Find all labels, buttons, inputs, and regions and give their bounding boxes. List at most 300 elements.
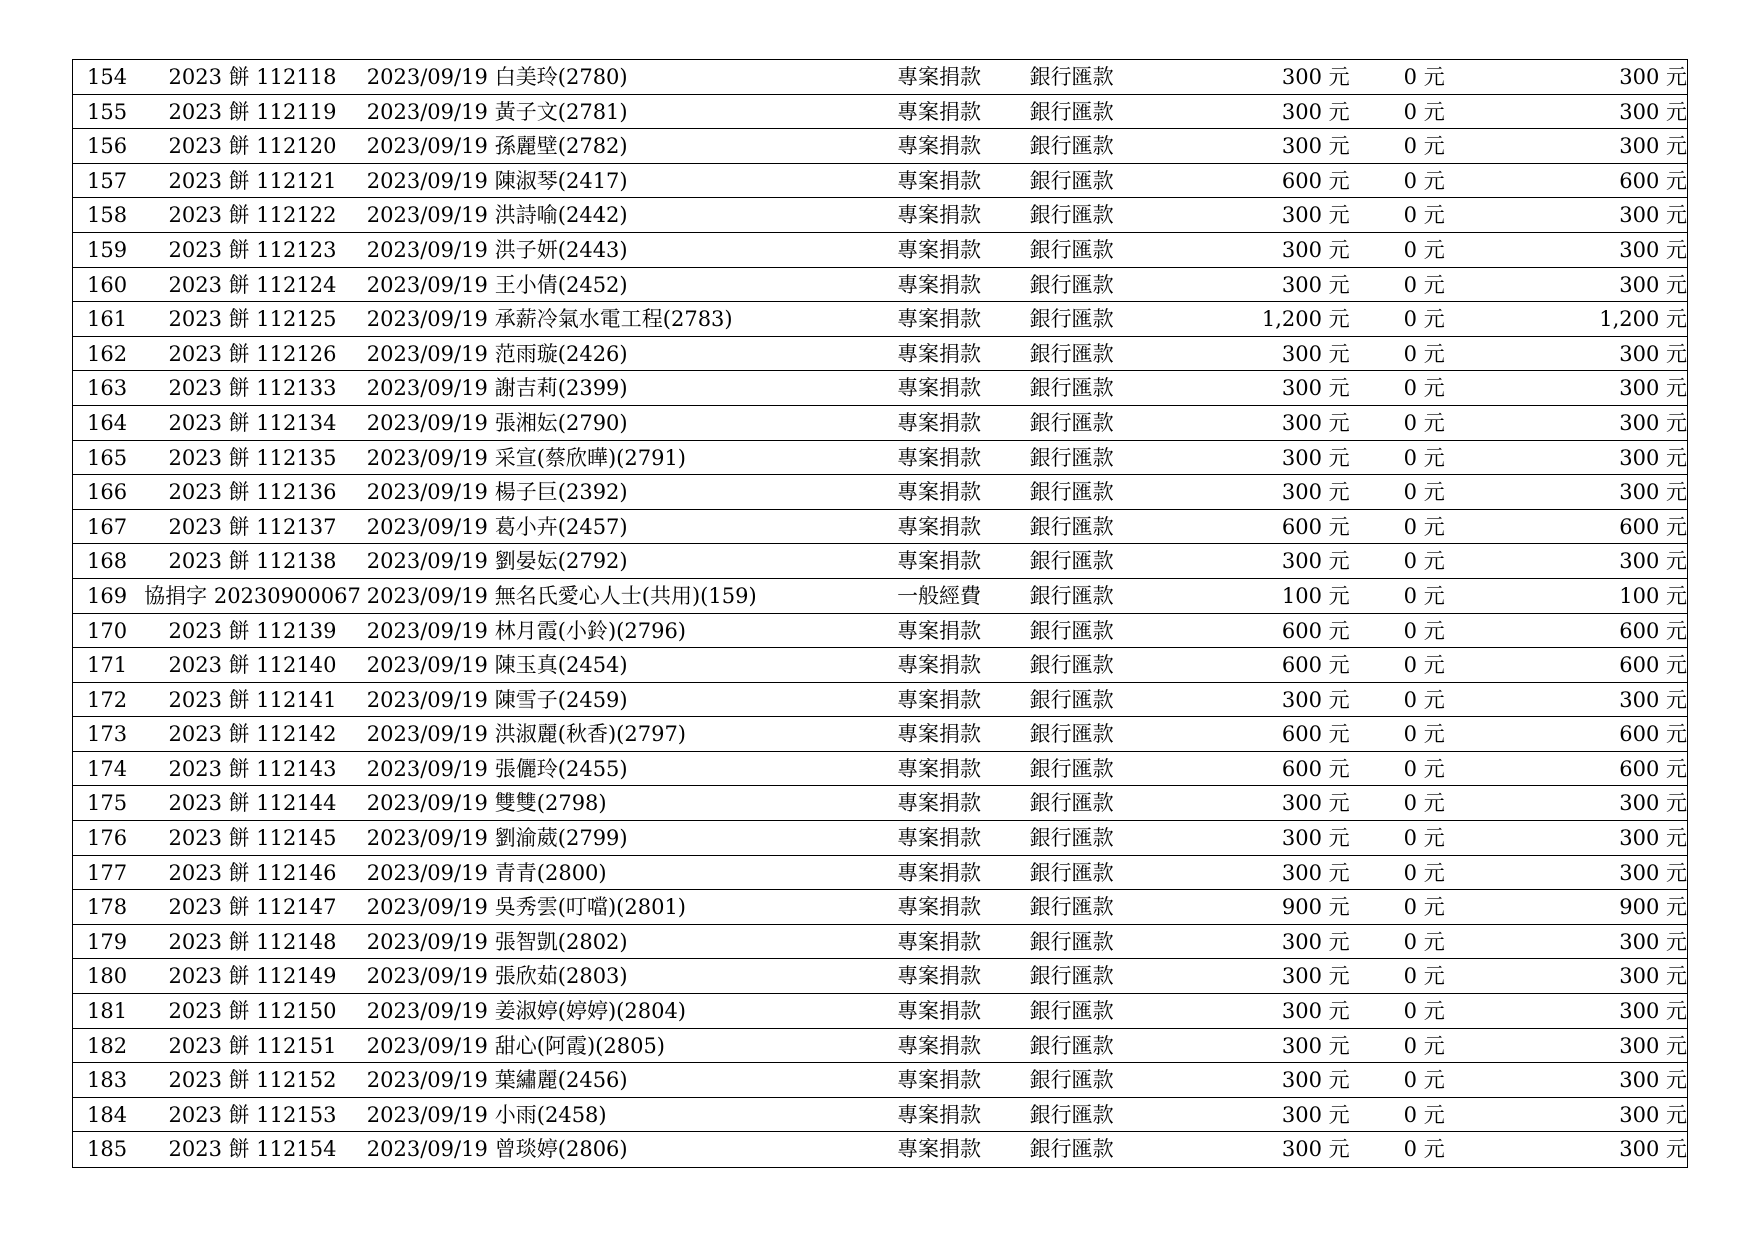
table-row (73, 890, 1687, 925)
donation-date-cell: 2023/09/19 (366, 410, 488, 435)
receipt-number-cell: 2023 餅 112149 (168, 964, 337, 989)
fee-cell: 0 元 (1403, 895, 1445, 920)
receipt-number-cell: 2023 餅 112121 (168, 168, 337, 193)
table-row (73, 1063, 1687, 1098)
donor-name-cell: 吳秀雲(叮噹)(2801) (494, 895, 686, 920)
fee-cell: 0 元 (1403, 929, 1445, 954)
fee-cell: 0 元 (1403, 1137, 1445, 1162)
net-amount-cell: 300 元 (1619, 1068, 1687, 1093)
receipt-number-cell: 2023 餅 112154 (168, 1137, 337, 1162)
net-amount-cell: 300 元 (1619, 99, 1687, 124)
table-row (73, 786, 1687, 821)
donation-type-cell: 專案捐款 (897, 999, 982, 1024)
table-row (73, 60, 1687, 95)
row-number-cell: 168 (87, 549, 128, 574)
row-number-cell: 156 (87, 134, 128, 159)
amount-cell: 300 元 (1281, 826, 1350, 851)
donor-name-cell: 林月霞(小鈴)(2796) (494, 618, 686, 643)
donation-type-cell: 專案捐款 (897, 860, 982, 885)
fee-cell: 0 元 (1403, 168, 1445, 193)
amount-cell: 300 元 (1281, 341, 1350, 366)
donor-name-cell: 葛小卉(2457) (494, 514, 628, 539)
donor-name-cell: 白美玲(2780) (494, 65, 628, 89)
amount-cell: 300 元 (1281, 791, 1350, 816)
table-row (73, 510, 1687, 545)
payment-method-cell: 銀行匯款 (1029, 860, 1114, 885)
fee-cell: 0 元 (1403, 826, 1445, 851)
fee-cell: 0 元 (1403, 237, 1445, 262)
receipt-number-cell: 2023 餅 112137 (168, 514, 337, 539)
donation-type-cell: 專案捐款 (897, 1033, 982, 1058)
net-amount-cell: 300 元 (1619, 65, 1687, 89)
fee-cell: 0 元 (1403, 687, 1445, 712)
fee-cell: 0 元 (1403, 65, 1445, 89)
donation-type-cell: 專案捐款 (897, 307, 982, 332)
table-row (73, 614, 1687, 649)
net-amount-cell: 600 元 (1619, 168, 1687, 193)
payment-method-cell: 銀行匯款 (1029, 65, 1114, 89)
net-amount-cell: 300 元 (1619, 1033, 1687, 1058)
amount-cell: 300 元 (1281, 480, 1350, 505)
donation-date-cell: 2023/09/19 (366, 1068, 488, 1093)
donor-name-cell: 楊子巨(2392) (494, 480, 628, 505)
net-amount-cell: 300 元 (1619, 964, 1687, 989)
payment-method-cell: 銀行匯款 (1029, 1068, 1114, 1093)
table-row (73, 856, 1687, 891)
donation-date-cell: 2023/09/19 (366, 168, 488, 193)
payment-method-cell: 銀行匯款 (1029, 826, 1114, 851)
table-row (73, 1132, 1687, 1167)
amount-cell: 600 元 (1281, 514, 1350, 539)
donation-type-cell: 專案捐款 (897, 480, 982, 505)
net-amount-cell: 300 元 (1619, 549, 1687, 574)
donor-name-cell: 孫麗壁(2782) (494, 134, 628, 159)
amount-cell: 300 元 (1281, 999, 1350, 1024)
payment-method-cell: 銀行匯款 (1029, 722, 1114, 747)
receipt-number-cell: 2023 餅 112120 (168, 134, 337, 159)
donation-type-cell: 專案捐款 (897, 687, 982, 712)
row-number-cell: 175 (87, 791, 128, 816)
donation-date-cell: 2023/09/19 (366, 618, 488, 643)
amount-cell: 100 元 (1281, 583, 1350, 608)
fee-cell: 0 元 (1403, 549, 1445, 574)
donor-name-cell: 甜心(阿霞)(2805) (494, 1033, 665, 1058)
donation-date-cell: 2023/09/19 (366, 929, 488, 954)
donation-type-cell: 專案捐款 (897, 341, 982, 366)
table-row (73, 198, 1687, 233)
payment-method-cell: 銀行匯款 (1029, 756, 1114, 781)
donation-date-cell: 2023/09/19 (366, 65, 488, 89)
receipt-number-cell: 2023 餅 112152 (168, 1068, 337, 1093)
table-row (73, 441, 1687, 476)
payment-method-cell: 銀行匯款 (1029, 134, 1114, 159)
donor-name-cell: 謝吉莉(2399) (494, 376, 628, 401)
donation-type-cell: 專案捐款 (897, 1102, 982, 1127)
payment-method-cell: 銀行匯款 (1029, 514, 1114, 539)
donation-table (72, 59, 1688, 1168)
fee-cell: 0 元 (1403, 203, 1445, 228)
donor-name-cell: 劉晏妘(2792) (494, 549, 628, 574)
donation-type-cell: 專案捐款 (897, 653, 982, 678)
fee-cell: 0 元 (1403, 480, 1445, 505)
table-row (73, 959, 1687, 994)
amount-cell: 300 元 (1281, 65, 1350, 89)
table-row (73, 579, 1687, 614)
row-number-cell: 182 (87, 1033, 128, 1058)
donor-name-cell: 陳玉真(2454) (494, 653, 628, 678)
table-row (73, 648, 1687, 683)
donation-date-cell: 2023/09/19 (366, 860, 488, 885)
net-amount-cell: 300 元 (1619, 826, 1687, 851)
payment-method-cell: 銀行匯款 (1029, 168, 1114, 193)
table-row (73, 752, 1687, 787)
donation-date-cell: 2023/09/19 (366, 1102, 488, 1127)
donor-name-cell: 張湘妘(2790) (494, 410, 628, 435)
receipt-number-cell: 2023 餅 112143 (168, 756, 337, 781)
donation-date-cell: 2023/09/19 (366, 307, 488, 332)
donor-name-cell: 曾琰婷(2806) (494, 1137, 628, 1162)
net-amount-cell: 100 元 (1619, 583, 1687, 608)
amount-cell: 600 元 (1281, 168, 1350, 193)
amount-cell: 300 元 (1281, 376, 1350, 401)
donation-date-cell: 2023/09/19 (366, 341, 488, 366)
amount-cell: 300 元 (1281, 549, 1350, 574)
net-amount-cell: 300 元 (1619, 134, 1687, 159)
receipt-number-cell: 2023 餅 112123 (168, 237, 337, 262)
net-amount-cell: 300 元 (1619, 480, 1687, 505)
amount-cell: 600 元 (1281, 756, 1350, 781)
donor-name-cell: 無名氏愛心人士(共用)(159) (494, 583, 757, 608)
donor-name-cell: 張儷玲(2455) (494, 756, 628, 781)
row-number-cell: 155 (87, 99, 128, 124)
donation-type-cell: 專案捐款 (897, 65, 982, 89)
table-row (73, 994, 1687, 1029)
table-row (73, 544, 1687, 579)
row-number-cell: 184 (87, 1102, 128, 1127)
donation-type-cell: 專案捐款 (897, 895, 982, 920)
receipt-number-cell: 2023 餅 112134 (168, 410, 337, 435)
receipt-number-cell: 2023 餅 112145 (168, 826, 337, 851)
payment-method-cell: 銀行匯款 (1029, 999, 1114, 1024)
receipt-number-cell: 2023 餅 112133 (168, 376, 337, 401)
row-number-cell: 172 (87, 687, 128, 712)
donor-name-cell: 小雨(2458) (494, 1102, 607, 1127)
amount-cell: 300 元 (1281, 445, 1350, 470)
payment-method-cell: 銀行匯款 (1029, 237, 1114, 262)
donation-date-cell: 2023/09/19 (366, 826, 488, 851)
row-number-cell: 173 (87, 722, 128, 747)
donation-date-cell: 2023/09/19 (366, 203, 488, 228)
amount-cell: 600 元 (1281, 722, 1350, 747)
fee-cell: 0 元 (1403, 964, 1445, 989)
row-number-cell: 164 (87, 410, 128, 435)
donation-date-cell: 2023/09/19 (366, 964, 488, 989)
net-amount-cell: 300 元 (1619, 1137, 1687, 1162)
row-number-cell: 169 (87, 583, 128, 608)
donation-type-cell: 專案捐款 (897, 134, 982, 159)
table-row (73, 164, 1687, 199)
table-row (73, 371, 1687, 406)
row-number-cell: 161 (87, 307, 128, 332)
net-amount-cell: 300 元 (1619, 860, 1687, 885)
donation-type-cell: 專案捐款 (897, 756, 982, 781)
payment-method-cell: 銀行匯款 (1029, 549, 1114, 574)
payment-method-cell: 銀行匯款 (1029, 480, 1114, 505)
donation-type-cell: 專案捐款 (897, 445, 982, 470)
donor-name-cell: 張欣茹(2803) (494, 964, 628, 989)
amount-cell: 300 元 (1281, 1102, 1350, 1127)
amount-cell: 600 元 (1281, 653, 1350, 678)
fee-cell: 0 元 (1403, 791, 1445, 816)
table-row (73, 475, 1687, 510)
net-amount-cell: 300 元 (1619, 999, 1687, 1024)
amount-cell: 300 元 (1281, 272, 1350, 297)
net-amount-cell: 900 元 (1619, 895, 1687, 920)
net-amount-cell: 300 元 (1619, 410, 1687, 435)
payment-method-cell: 銀行匯款 (1029, 307, 1114, 332)
net-amount-cell: 300 元 (1619, 376, 1687, 401)
receipt-number-cell: 2023 餅 112139 (168, 618, 337, 643)
net-amount-cell: 600 元 (1619, 722, 1687, 747)
table-row (73, 95, 1687, 130)
donation-type-cell: 專案捐款 (897, 168, 982, 193)
amount-cell: 300 元 (1281, 964, 1350, 989)
payment-method-cell: 銀行匯款 (1029, 376, 1114, 401)
receipt-number-cell: 2023 餅 112150 (168, 999, 337, 1024)
receipt-number-cell: 2023 餅 112124 (168, 272, 337, 297)
row-number-cell: 165 (87, 445, 128, 470)
net-amount-cell: 300 元 (1619, 929, 1687, 954)
table-row (73, 925, 1687, 960)
fee-cell: 0 元 (1403, 1033, 1445, 1058)
table-row (73, 406, 1687, 441)
donation-date-cell: 2023/09/19 (366, 480, 488, 505)
donation-date-cell: 2023/09/19 (366, 237, 488, 262)
net-amount-cell: 300 元 (1619, 341, 1687, 366)
net-amount-cell: 600 元 (1619, 514, 1687, 539)
row-number-cell: 170 (87, 618, 128, 643)
donor-name-cell: 洪子妍(2443) (494, 237, 628, 262)
row-number-cell: 180 (87, 964, 128, 989)
amount-cell: 300 元 (1281, 99, 1350, 124)
donation-date-cell: 2023/09/19 (366, 1033, 488, 1058)
row-number-cell: 171 (87, 653, 128, 678)
receipt-number-cell: 2023 餅 112135 (168, 445, 337, 470)
net-amount-cell: 300 元 (1619, 272, 1687, 297)
fee-cell: 0 元 (1403, 410, 1445, 435)
row-number-cell: 183 (87, 1068, 128, 1093)
fee-cell: 0 元 (1403, 860, 1445, 885)
table-row (73, 717, 1687, 752)
fee-cell: 0 元 (1403, 722, 1445, 747)
fee-cell: 0 元 (1403, 618, 1445, 643)
table-row (73, 268, 1687, 303)
table-row (73, 1098, 1687, 1133)
net-amount-cell: 300 元 (1619, 687, 1687, 712)
donation-date-cell: 2023/09/19 (366, 653, 488, 678)
donation-type-cell: 專案捐款 (897, 791, 982, 816)
donor-name-cell: 雙雙(2798) (494, 791, 607, 816)
donor-name-cell: 洪詩喻(2442) (494, 203, 628, 228)
donor-name-cell: 洪淑麗(秋香)(2797) (494, 722, 686, 747)
fee-cell: 0 元 (1403, 756, 1445, 781)
payment-method-cell: 銀行匯款 (1029, 929, 1114, 954)
donor-name-cell: 張智凱(2802) (494, 929, 628, 954)
donation-date-cell: 2023/09/19 (366, 272, 488, 297)
receipt-number-cell: 2023 餅 112125 (168, 307, 337, 332)
payment-method-cell: 銀行匯款 (1029, 1033, 1114, 1058)
fee-cell: 0 元 (1403, 514, 1445, 539)
row-number-cell: 157 (87, 168, 128, 193)
payment-method-cell: 銀行匯款 (1029, 1102, 1114, 1127)
donation-type-cell: 專案捐款 (897, 826, 982, 851)
row-number-cell: 181 (87, 999, 128, 1024)
amount-cell: 1,200 元 (1261, 307, 1350, 332)
donation-date-cell: 2023/09/19 (366, 687, 488, 712)
donation-type-cell: 專案捐款 (897, 99, 982, 124)
donation-type-cell: 專案捐款 (897, 618, 982, 643)
payment-method-cell: 銀行匯款 (1029, 964, 1114, 989)
donation-type-cell: 專案捐款 (897, 1137, 982, 1162)
donation-type-cell: 專案捐款 (897, 203, 982, 228)
fee-cell: 0 元 (1403, 341, 1445, 366)
amount-cell: 300 元 (1281, 203, 1350, 228)
receipt-number-cell: 2023 餅 112122 (168, 203, 337, 228)
donation-date-cell: 2023/09/19 (366, 99, 488, 124)
fee-cell: 0 元 (1403, 999, 1445, 1024)
fee-cell: 0 元 (1403, 99, 1445, 124)
donation-type-cell: 專案捐款 (897, 272, 982, 297)
amount-cell: 300 元 (1281, 237, 1350, 262)
receipt-number-cell: 2023 餅 112147 (168, 895, 337, 920)
donor-name-cell: 承薪冷氣水電工程(2783) (494, 307, 733, 332)
row-number-cell: 163 (87, 376, 128, 401)
donation-date-cell: 2023/09/19 (366, 722, 488, 747)
donor-name-cell: 青青(2800) (494, 860, 607, 885)
donation-type-cell: 專案捐款 (897, 549, 982, 574)
row-number-cell: 159 (87, 237, 128, 262)
receipt-number-cell: 2023 餅 112141 (168, 687, 337, 712)
donor-name-cell: 采宣(蔡欣曄)(2791) (494, 445, 686, 470)
receipt-number-cell: 2023 餅 112153 (168, 1102, 337, 1127)
payment-method-cell: 銀行匯款 (1029, 687, 1114, 712)
table-row (73, 233, 1687, 268)
receipt-number-cell: 2023 餅 112146 (168, 860, 337, 885)
row-number-cell: 162 (87, 341, 128, 366)
donor-name-cell: 黃子文(2781) (494, 99, 628, 124)
table-row (73, 683, 1687, 718)
donation-type-cell: 專案捐款 (897, 376, 982, 401)
donation-date-cell: 2023/09/19 (366, 999, 488, 1024)
donation-type-cell: 專案捐款 (897, 722, 982, 747)
row-number-cell: 177 (87, 860, 128, 885)
donation-type-cell: 專案捐款 (897, 1068, 982, 1093)
row-number-cell: 167 (87, 514, 128, 539)
amount-cell: 300 元 (1281, 1137, 1350, 1162)
amount-cell: 300 元 (1281, 1068, 1350, 1093)
payment-method-cell: 銀行匯款 (1029, 618, 1114, 643)
donation-date-cell: 2023/09/19 (366, 445, 488, 470)
donation-date-cell: 2023/09/19 (366, 134, 488, 159)
receipt-number-cell: 2023 餅 112138 (168, 549, 337, 574)
donation-type-cell: 專案捐款 (897, 237, 982, 262)
net-amount-cell: 300 元 (1619, 237, 1687, 262)
donation-date-cell: 2023/09/19 (366, 583, 488, 608)
fee-cell: 0 元 (1403, 134, 1445, 159)
payment-method-cell: 銀行匯款 (1029, 99, 1114, 124)
row-number-cell: 176 (87, 826, 128, 851)
donor-name-cell: 范雨璇(2426) (494, 341, 628, 366)
receipt-number-cell: 2023 餅 112148 (168, 929, 337, 954)
receipt-number-cell: 2023 餅 112136 (168, 480, 337, 505)
donation-type-cell: 專案捐款 (897, 929, 982, 954)
fee-cell: 0 元 (1403, 376, 1445, 401)
table-row (73, 129, 1687, 164)
payment-method-cell: 銀行匯款 (1029, 583, 1114, 608)
payment-method-cell: 銀行匯款 (1029, 895, 1114, 920)
donation-date-cell: 2023/09/19 (366, 514, 488, 539)
receipt-number-cell: 2023 餅 112140 (168, 653, 337, 678)
donor-name-cell: 王小倩(2452) (494, 272, 628, 297)
row-number-cell: 179 (87, 929, 128, 954)
donation-type-cell: 專案捐款 (897, 514, 982, 539)
donor-name-cell: 陳雪子(2459) (494, 687, 628, 712)
fee-cell: 0 元 (1403, 307, 1445, 332)
donation-date-cell: 2023/09/19 (366, 791, 488, 816)
fee-cell: 0 元 (1403, 1102, 1445, 1127)
fee-cell: 0 元 (1403, 445, 1445, 470)
donation-date-cell: 2023/09/19 (366, 1137, 488, 1162)
donor-name-cell: 陳淑琴(2417) (494, 168, 628, 193)
donor-name-cell: 劉渝葳(2799) (494, 826, 628, 851)
net-amount-cell: 1,200 元 (1599, 307, 1687, 332)
payment-method-cell: 銀行匯款 (1029, 653, 1114, 678)
payment-method-cell: 銀行匯款 (1029, 791, 1114, 816)
receipt-number-cell: 2023 餅 112142 (168, 722, 337, 747)
row-number-cell: 158 (87, 203, 128, 228)
donation-date-cell: 2023/09/19 (366, 756, 488, 781)
table-row (73, 302, 1687, 337)
net-amount-cell: 600 元 (1619, 756, 1687, 781)
amount-cell: 600 元 (1281, 618, 1350, 643)
net-amount-cell: 300 元 (1619, 203, 1687, 228)
donation-date-cell: 2023/09/19 (366, 895, 488, 920)
donation-date-cell: 2023/09/19 (366, 549, 488, 574)
receipt-number-cell: 2023 餅 112144 (168, 791, 337, 816)
net-amount-cell: 300 元 (1619, 1102, 1687, 1127)
amount-cell: 300 元 (1281, 134, 1350, 159)
net-amount-cell: 600 元 (1619, 653, 1687, 678)
fee-cell: 0 元 (1403, 272, 1445, 297)
amount-cell: 300 元 (1281, 860, 1350, 885)
row-number-cell: 154 (87, 65, 128, 89)
receipt-number-cell: 協捐字 20230900067 (144, 583, 361, 608)
payment-method-cell: 銀行匯款 (1029, 410, 1114, 435)
payment-method-cell: 銀行匯款 (1029, 445, 1114, 470)
amount-cell: 300 元 (1281, 410, 1350, 435)
amount-cell: 300 元 (1281, 1033, 1350, 1058)
amount-cell: 300 元 (1281, 687, 1350, 712)
fee-cell: 0 元 (1403, 583, 1445, 608)
donation-type-cell: 專案捐款 (897, 410, 982, 435)
fee-cell: 0 元 (1403, 1068, 1445, 1093)
receipt-number-cell: 2023 餅 112126 (168, 341, 337, 366)
row-number-cell: 178 (87, 895, 128, 920)
donation-type-cell: 一般經費 (897, 583, 982, 608)
row-number-cell: 166 (87, 480, 128, 505)
donor-name-cell: 葉繡麗(2456) (494, 1068, 628, 1093)
payment-method-cell: 銀行匯款 (1029, 1137, 1114, 1162)
